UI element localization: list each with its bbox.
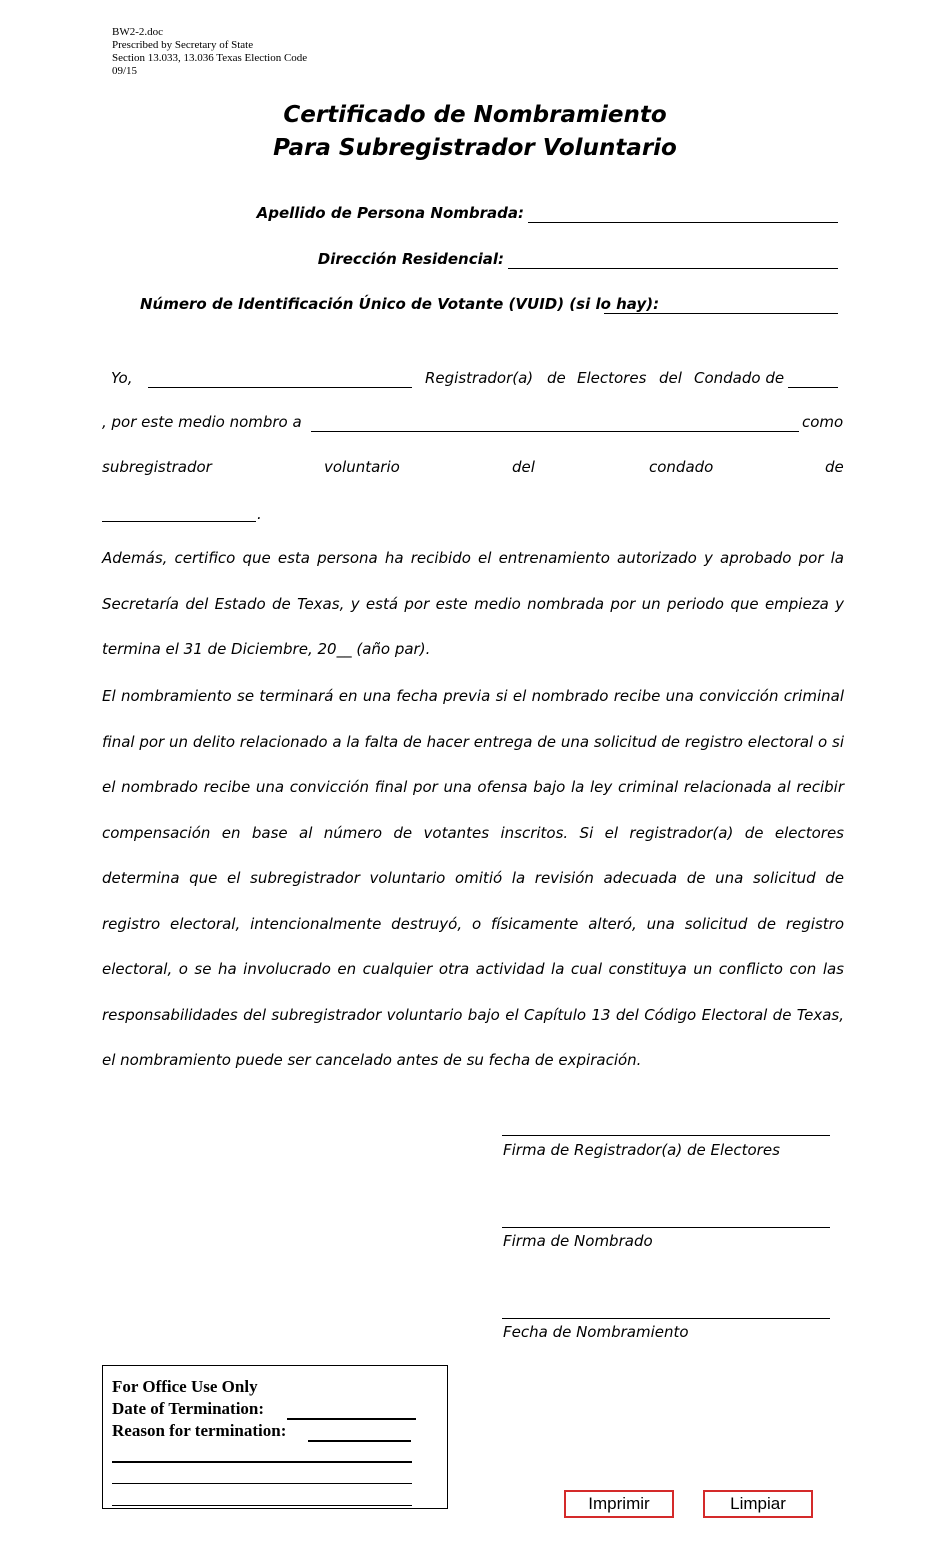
reason-line-1[interactable] xyxy=(112,1461,412,1463)
voluntario-text: voluntario xyxy=(324,458,400,476)
page-title-line2: Para Subregistrador Voluntario xyxy=(273,135,677,161)
termination-reason-label: Reason for termination: xyxy=(112,1421,287,1440)
como-text: como xyxy=(802,413,844,431)
page-title-line1: Certificado de Nombramiento xyxy=(283,102,667,128)
print-button[interactable]: Imprimir xyxy=(564,1490,674,1518)
office-use-box xyxy=(102,1365,448,1509)
appointee-name-field[interactable] xyxy=(311,413,799,432)
registrar-signature-label: Firma de Registrador(a) de Electores xyxy=(503,1141,780,1159)
termination-reason-field[interactable] xyxy=(308,1422,411,1442)
office-use-title: For Office Use Only xyxy=(112,1377,258,1396)
reason-line-3[interactable] xyxy=(112,1505,412,1506)
del-text: del xyxy=(659,369,682,387)
termination-date-field[interactable] xyxy=(287,1400,416,1420)
vuid-label: Número de Identificación Único de Votante (VUID) (si lo hay): xyxy=(140,295,660,313)
por-este-medio-text: , por este medio nombro a xyxy=(102,413,302,431)
apellido-field[interactable] xyxy=(528,204,838,223)
appointee-signature-label: Firma de Nombrado xyxy=(503,1232,653,1250)
revision-date: 09/15 xyxy=(112,65,138,77)
county-field-2[interactable] xyxy=(102,503,256,522)
yo-text: Yo, xyxy=(111,369,133,387)
registrar-name-field[interactable] xyxy=(148,369,412,388)
registrar-signature-line[interactable] xyxy=(502,1135,830,1136)
appointee-signature-line[interactable] xyxy=(502,1227,830,1228)
paragraph-termination: El nombramiento se terminará en una fecha previa si el nombrado recibe una convicción criminal final por un delito relacionado a la falta de hacer entrega de una solicitud de registro electoral o si el nombrado recibe una convicción final por una ofensa bajo la ley criminal relacionada al recibir compensación en base al número de votantes inscritos. Si el registrador(a) de electores determina que el subregistrador voluntario omitió la revisión adecuada de una solicitud de registro electoral, intencionalmente destruyó, o físicamente alteró, una solicitud de registro electoral, o se ha involucrado en cualquier otra actividad la cual constituya un conflicto con las responsabilidades del subregistrador voluntario bajo el Capítulo 13 del Código Electoral de Texas, el nombramiento puede ser cancelado antes de su fecha de expiración. xyxy=(102,687,844,1069)
del-text-2: del xyxy=(512,458,535,476)
reason-line-2[interactable] xyxy=(112,1483,412,1484)
period-text: . xyxy=(257,505,262,523)
vuid-field[interactable] xyxy=(604,295,838,314)
document-header xyxy=(112,26,307,78)
statute-section: Section 13.033, 13.036 Texas Election Code xyxy=(112,52,308,64)
clear-button[interactable]: Limpiar xyxy=(703,1490,813,1518)
direccion-label: Dirección Residencial: xyxy=(317,250,504,268)
direccion-field[interactable] xyxy=(508,250,838,269)
registrador-text: Registrador(a) xyxy=(425,369,534,387)
condado-text: condado xyxy=(649,458,714,476)
de-text-2: de xyxy=(825,458,844,476)
de-text: de xyxy=(547,369,566,387)
paragraph-training: Además, certifico que esta persona ha recibido el entrenamiento autorizado y aprobado por la Secretaría del Estado de Texas, y está por este medio nombrada por un periodo que empieza y termina el 31 de Diciembre, 20__ (año par). xyxy=(102,549,844,658)
termination-date-label: Date of Termination: xyxy=(112,1399,265,1418)
appointment-date-line[interactable] xyxy=(502,1318,830,1319)
prescribed-by: Prescribed by Secretary of State xyxy=(112,39,254,51)
condado-de-text: Condado de xyxy=(694,369,785,387)
subregistrador-text: subregistrador xyxy=(102,458,212,476)
county-field-1[interactable] xyxy=(788,369,838,388)
apellido-label: Apellido de Persona Nombrada: xyxy=(256,204,524,222)
electores-text: Electores xyxy=(577,369,647,387)
appointment-date-label: Fecha de Nombramiento xyxy=(503,1323,689,1341)
doc-id: BW2-2.doc xyxy=(112,26,164,38)
